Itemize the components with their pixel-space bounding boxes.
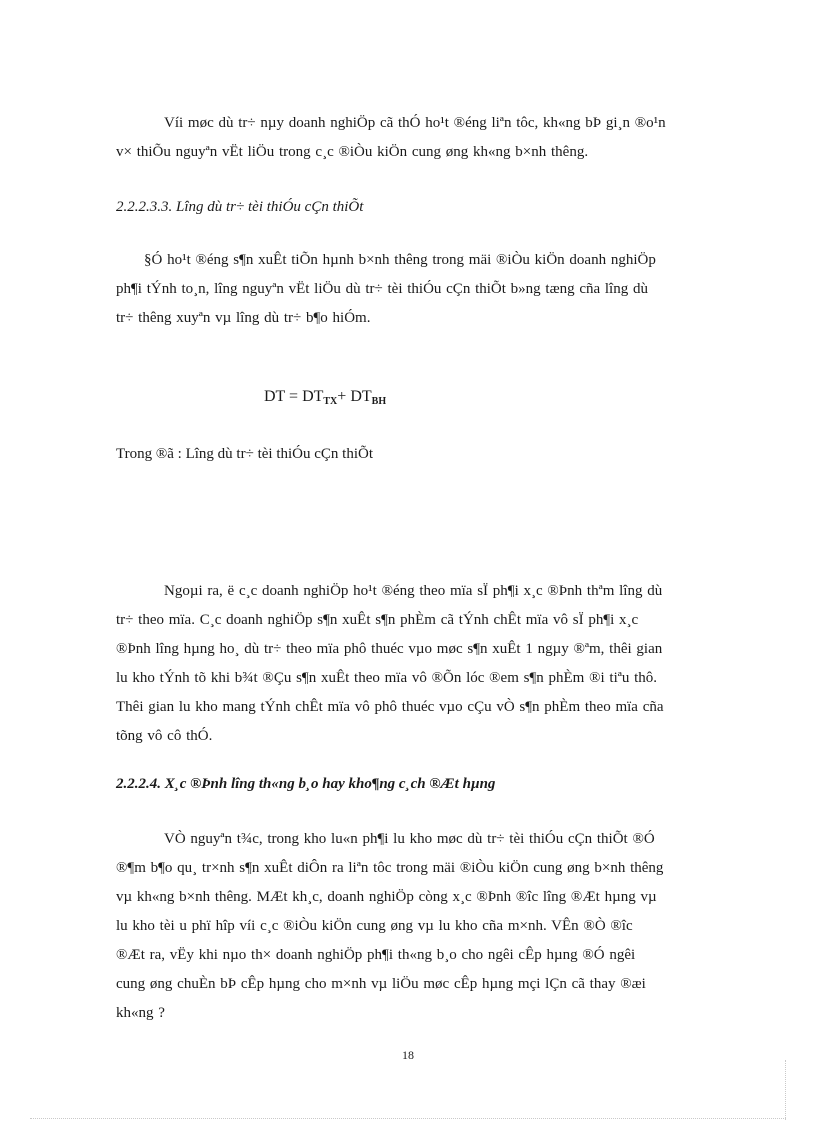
formula-plus-term: + DT xyxy=(337,388,372,405)
paragraph-line: kh«ng ? xyxy=(116,1005,165,1021)
paragraph-line: §Ó ho¹t ®éng s¶n xuÊt tiÕn hµnh b×nh thêng trong mäi ®iÒu kiÖn doanh nghiÖp xyxy=(144,252,656,268)
paragraph-line: ®Þnh lîng hµng ho¸ dù tr÷ theo mïa phô thuéc vµo møc s¶n xuÊt 1 ngµy ®ªm, thêi gian xyxy=(116,641,663,657)
paragraph-line: lu kho tèi u phï hîp víi c¸c ®iÒu kiÖn cung øng vµ lu kho cña m×nh. VÊn ®Ò ®îc xyxy=(116,918,633,934)
paragraph-2 xyxy=(116,246,710,333)
paragraph-line: tõng vô cô thÓ. xyxy=(116,728,213,744)
page-bottom-border xyxy=(30,1118,786,1119)
paragraph-line: Thêi gian lu kho mang tÝnh chÊt mïa vô phô thuéc vµo cÇu vÒ s¶n phÈm theo mïa cña xyxy=(116,699,664,715)
paragraph-line: ®¶m b¶o qu¸ tr×nh s¶n xuÊt diÔn ra liªn tôc trong mäi ®iÒu kiÖn cung øng b×nh thêng xyxy=(116,860,664,876)
paragraph-line: Víi møc dù tr÷ nµy doanh nghiÖp cã thÓ ho¹t ®éng liªn tôc, kh«ng bÞ gi¸n ®o¹n xyxy=(164,115,666,131)
section-heading-2-2-2-4: 2.2.2.4. X¸c ®Þnh lîng th«ng b¸o hay kho¶ng c¸ch ®Æt hµng xyxy=(116,776,496,792)
paragraph-line: v× thiÕu nguyªn vËt liÖu trong c¸c ®iÒu kiÖn cung øng kh«ng b×nh thêng. xyxy=(116,144,589,160)
paragraph-line: vµ kh«ng b×nh thêng. MÆt kh¸c, doanh nghiÖp còng x¸c ®Þnh ®îc lîng ®Æt hµng vµ xyxy=(116,889,657,905)
paragraph-line: tr÷ theo mïa. C¸c doanh nghiÖp s¶n xuÊt s¶n phÈm cã tÝnh chÊt mïa vô sÏ ph¶i x¸c xyxy=(116,612,639,628)
paragraph-line: tr÷ thêng xuyªn vµ lîng dù tr÷ b¶o hiÓm. xyxy=(116,310,371,326)
paragraph-line: cung øng chuÈn bÞ cÊp hµng cho m×nh vµ liÖu møc cÊp hµng mçi lÇn cã thay ®æi xyxy=(116,976,646,992)
section-heading-2-2-2-3-3: 2.2.2.3.3. Lîng dù tr÷ tèi thiÓu cÇn thiÕt xyxy=(116,199,364,215)
paragraph-line: ®Æt ra, vËy khi nµo th× doanh nghiÖp ph¶i th«ng b¸o cho ngêi cÊp hµng ®Ó ngêi xyxy=(116,947,636,963)
formula-dt xyxy=(264,388,386,407)
formula-subscript-tx: TX xyxy=(323,396,338,407)
paragraph-line: ph¶i tÝnh to¸n, lîng nguyªn vËt liÖu dù tr÷ tèi thiÓu cÇn thiÕt b»ng tæng cña lîng dù xyxy=(116,281,648,297)
paragraph-1 xyxy=(116,109,710,167)
paragraph-line: lu kho tÝnh tõ khi b¾t ®Çu s¶n xuÊt theo mïa vô ®Õn lóc ®em s¶n phÈm ®i tiªu thô. xyxy=(116,670,658,686)
paragraph-line: Ngoµi ra, ë c¸c doanh nghiÖp ho¹t ®éng theo mïa sÏ ph¶i x¸c ®Þnh thªm lîng dù xyxy=(164,583,663,599)
paragraph-4 xyxy=(116,825,710,1028)
page-number: 18 xyxy=(402,1048,414,1062)
formula-subscript-bh: BH xyxy=(371,396,387,407)
paragraph-line: VÒ nguyªn t¾c, trong kho lu«n ph¶i lu kho møc dù tr÷ tèi thiÓu cÇn thiÕt ®Ó xyxy=(164,831,655,847)
formula-lhs: DT = DT xyxy=(264,388,324,405)
paragraph-3 xyxy=(116,577,710,751)
page-right-border xyxy=(785,1060,786,1120)
definition-line: Trong ®ã : Lîng dù tr÷ tèi thiÓu cÇn thiÕt xyxy=(116,446,373,462)
